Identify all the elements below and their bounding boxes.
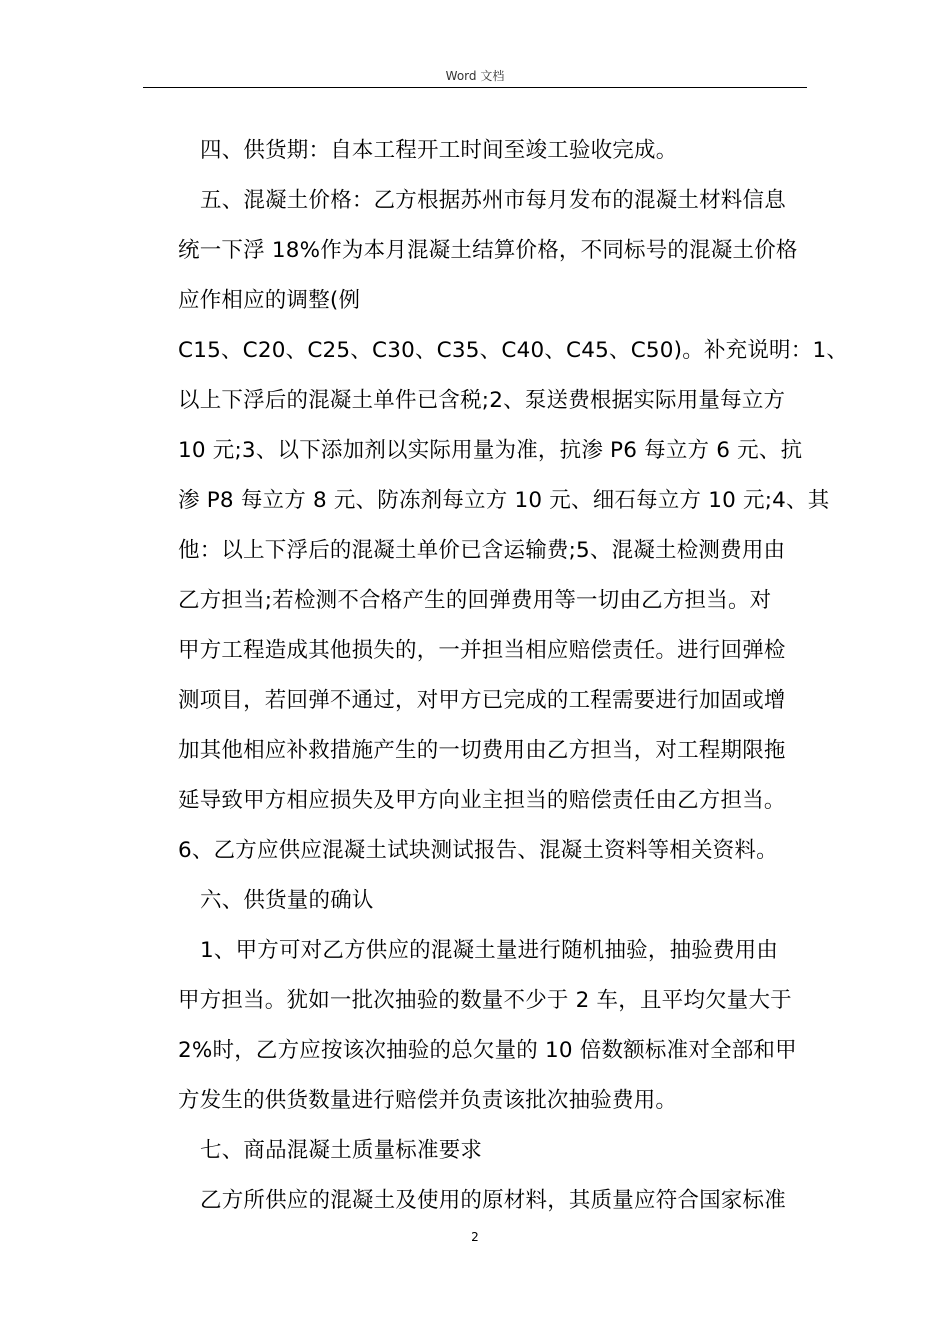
paragraph-line: 统一下浮 18%作为本月混凝土结算价格，不同标号的混凝土价格 xyxy=(178,238,798,263)
paragraph-line: 延导致甲方相应损失及甲方向业主担当的赔偿责任由乙方担当。 xyxy=(178,788,786,813)
paragraph-line: C15、C20、C25、C30、C35、C40、C45、C50)。补充说明：1、 xyxy=(178,338,849,363)
paragraph-line: 2%时，乙方应按该次抽验的总欠量的 10 倍数额标准对全部和甲 xyxy=(178,1038,797,1063)
paragraph-line: 他：以上下浮后的混凝土单价已含运输费;5、混凝土检测费用由 xyxy=(178,538,786,563)
paragraph-line: 应作相应的调整(例 xyxy=(178,288,361,313)
paragraph-line: 以上下浮后的混凝土单件已含税;2、泵送费根据实际用量每立方 xyxy=(178,388,786,413)
paragraph-line: 甲方担当。犹如一批次抽验的数量不少于 2 车，且平均欠量大于 xyxy=(178,988,792,1013)
paragraph-line: 五、混凝土价格：乙方根据苏州市每月发布的混凝土材料信息 xyxy=(200,188,786,213)
paragraph-line: 四、供货期：自本工程开工时间至竣工验收完成。 xyxy=(200,138,678,163)
section-heading: 七、商品混凝土质量标准要求 xyxy=(200,1138,483,1163)
paragraph-line: 甲方工程造成其他损失的，一并担当相应赔偿责任。进行回弹检 xyxy=(178,638,786,663)
document-body xyxy=(178,126,849,1226)
paragraph-line: 加其他相应补救措施产生的一切费用由乙方担当，对工程期限拖 xyxy=(178,738,786,763)
paragraph-line: 乙方所供应的混凝土及使用的原材料，其质量应符合国家标准 xyxy=(200,1188,786,1213)
paragraph-line: 测项目，若回弹不通过，对甲方已完成的工程需要进行加固或增 xyxy=(178,688,786,713)
paragraph-line: 渗 P8 每立方 8 元、防冻剂每立方 10 元、细石每立方 10 元;4、其 xyxy=(178,488,830,513)
page-header-title: Word 文档 xyxy=(445,69,505,83)
page-number: 2 xyxy=(471,1230,479,1244)
paragraph-line: 1、甲方可对乙方供应的混凝土量进行随机抽验，抽验费用由 xyxy=(200,938,779,963)
section-heading: 六、供货量的确认 xyxy=(200,888,374,913)
paragraph-line: 乙方担当;若检测不合格产生的回弹费用等一切由乙方担当。对 xyxy=(178,588,772,613)
paragraph-line: 10 元;3、以下添加剂以实际用量为准，抗渗 P6 每立方 6 元、抗 xyxy=(178,438,803,463)
paragraph-line: 6、乙方应供应混凝土试块测试报告、混凝土资料等相关资料。 xyxy=(178,838,778,863)
header-divider xyxy=(143,87,807,88)
paragraph-line: 方发生的供货数量进行赔偿并负责该批次抽验费用。 xyxy=(178,1088,678,1113)
